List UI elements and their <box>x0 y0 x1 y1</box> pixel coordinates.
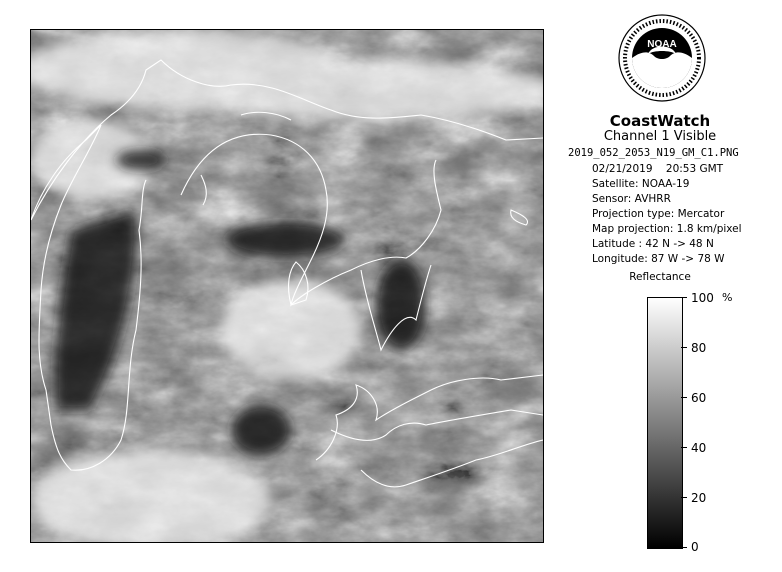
latitude-line: Latitude : 42 N -> 48 N <box>592 238 714 250</box>
satellite-image <box>30 29 544 543</box>
colorbar-tick <box>681 497 687 498</box>
reflectance-colorbar <box>647 297 683 549</box>
datetime-line <box>592 163 723 175</box>
legend-title: Reflectance <box>629 271 691 283</box>
legend-unit: % <box>722 291 733 304</box>
colorbar-label: 0 <box>691 540 699 554</box>
colorbar-tick <box>681 347 687 348</box>
noaa-logo <box>618 14 706 102</box>
image-date: 02/21/2019 <box>592 163 653 175</box>
colorbar-tick <box>681 297 687 298</box>
colorbar-label: 20 <box>691 491 707 505</box>
satellite-line: Satellite: NOAA-19 <box>592 178 690 190</box>
colorbar-tick <box>681 447 687 448</box>
colorbar-label: 80 <box>691 341 707 355</box>
map-projection-line: Map projection: 1.8 km/pixel <box>592 223 742 235</box>
product-title: CoastWatch <box>609 112 711 130</box>
image-time: 20:53 GMT <box>665 163 724 175</box>
image-filename: 2019_052_2053_N19_GM_C1.PNG <box>568 147 739 159</box>
longitude-line: Longitude: 87 W -> 78 W <box>592 253 725 265</box>
colorbar-tick <box>681 397 687 398</box>
colorbar-label: 100 <box>691 291 714 305</box>
colorbar-tick <box>681 547 687 548</box>
channel-subtitle: Channel 1 Visible <box>603 129 717 144</box>
sensor-line: Sensor: AVHRR <box>592 193 671 205</box>
colorbar-label: 40 <box>691 441 707 455</box>
projection-type-line: Projection type: Mercator <box>592 208 725 220</box>
svg-text:NOAA: NOAA <box>647 39 677 50</box>
colorbar-label: 60 <box>691 391 707 405</box>
